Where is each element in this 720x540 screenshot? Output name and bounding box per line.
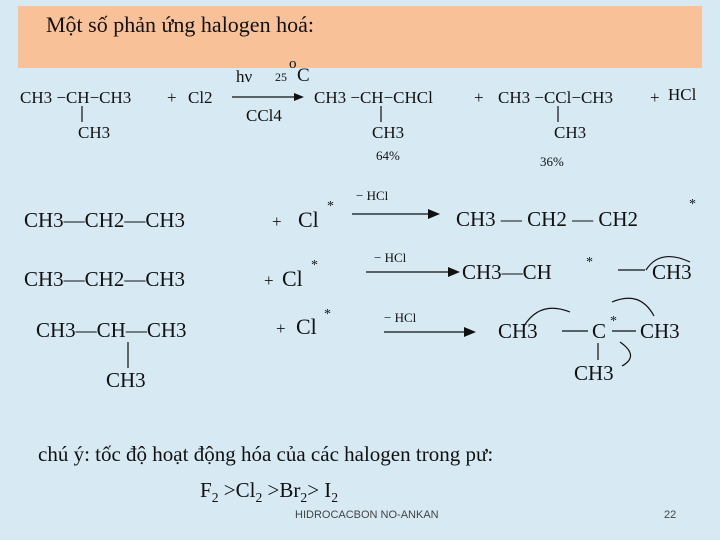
m3-radical: Cl	[296, 314, 317, 339]
r1-cond-c: C	[297, 65, 310, 86]
r1-product2-yield: 36%	[540, 154, 564, 169]
page-number: 22	[664, 509, 677, 521]
r1-cond-solvent: CCl4	[246, 106, 282, 125]
m2-right-group: CH3	[652, 260, 692, 284]
m2-product: CH3—CH	[462, 260, 552, 284]
r1-cond-degree: o	[289, 56, 297, 72]
r1-cond-temp: 25	[275, 70, 287, 84]
r1-product1-branch: CH3	[372, 123, 405, 142]
m3-product-left: CH3	[498, 319, 538, 343]
m3-product-bottom: CH3	[574, 361, 614, 385]
halogen-reactivity-order	[200, 478, 338, 506]
m2-product-star: *	[586, 255, 593, 270]
m2-star: *	[311, 258, 318, 273]
r1-product1-main: CH3 −CH−CHCl	[314, 88, 433, 107]
m3-reactant-main: CH3—CH—CH3	[36, 318, 187, 342]
m1-reactant: CH3—CH2—CH3	[24, 208, 186, 232]
order-f-sub: 2	[211, 490, 219, 506]
slide-title: Một số phản ứng halogen hoá:	[46, 12, 314, 37]
order-cl-sub: 2	[255, 490, 263, 506]
order-f: F	[200, 478, 212, 502]
slide-footer: HIDROCACBON NO-ANKAN	[295, 509, 439, 521]
m2-radical: Cl	[282, 266, 303, 291]
m3-product-star: *	[610, 314, 617, 329]
r1-plus3: +	[650, 88, 660, 107]
m3-reactant-branch: CH3	[106, 368, 146, 392]
r1-product2-main: CH3 −CCl−CH3	[498, 88, 614, 107]
m2-plus: +	[264, 271, 274, 290]
halogen-note: chú ý: tốc độ hoạt động hóa của các halogen trong pư:	[38, 442, 494, 466]
m3-curved-arrow-right	[612, 298, 654, 316]
m3-plus: +	[276, 319, 286, 338]
m1-plus: +	[272, 212, 282, 231]
m1-radical: Cl	[298, 207, 319, 232]
r1-byproduct: HCl	[668, 85, 697, 104]
order-i: > I	[307, 478, 332, 502]
r1-reactant-main: CH3 −CH−CH3	[20, 88, 132, 107]
m3-product-center: C	[592, 319, 607, 343]
m2-arrowhead	[448, 267, 460, 277]
r1-plus1: +	[167, 88, 177, 107]
order-cl: >Cl	[218, 478, 256, 502]
m2-arrow-label: − HCl	[374, 250, 407, 265]
r1-reactant-branch: CH3	[78, 123, 111, 142]
m1-product: CH3 — CH2 — CH2	[456, 207, 639, 231]
m1-arrowhead	[428, 209, 440, 219]
order-i-sub: 2	[331, 490, 339, 506]
m1-star: *	[327, 199, 334, 214]
m3-arrow-label: − HCl	[384, 310, 417, 325]
m3-curved-arrow-bottom	[620, 342, 631, 366]
r1-product1-yield: 64%	[376, 148, 400, 163]
m3-arrowhead	[464, 327, 476, 337]
m3-star: *	[324, 307, 331, 322]
m1-arrow-label: − HCl	[356, 188, 389, 203]
m2-reactant: CH3—CH2—CH3	[24, 267, 186, 291]
m1-product-star: *	[689, 197, 696, 212]
r1-cond-hv: hν	[236, 67, 253, 86]
m3-product-right: CH3	[640, 319, 680, 343]
r1-reagent: Cl2	[188, 88, 213, 107]
order-br-sub: 2	[300, 490, 308, 506]
r1-product2-branch: CH3	[554, 123, 587, 142]
r1-plus2: +	[474, 88, 484, 107]
r1-arrowhead	[294, 93, 304, 101]
order-br: >Br	[262, 478, 301, 502]
